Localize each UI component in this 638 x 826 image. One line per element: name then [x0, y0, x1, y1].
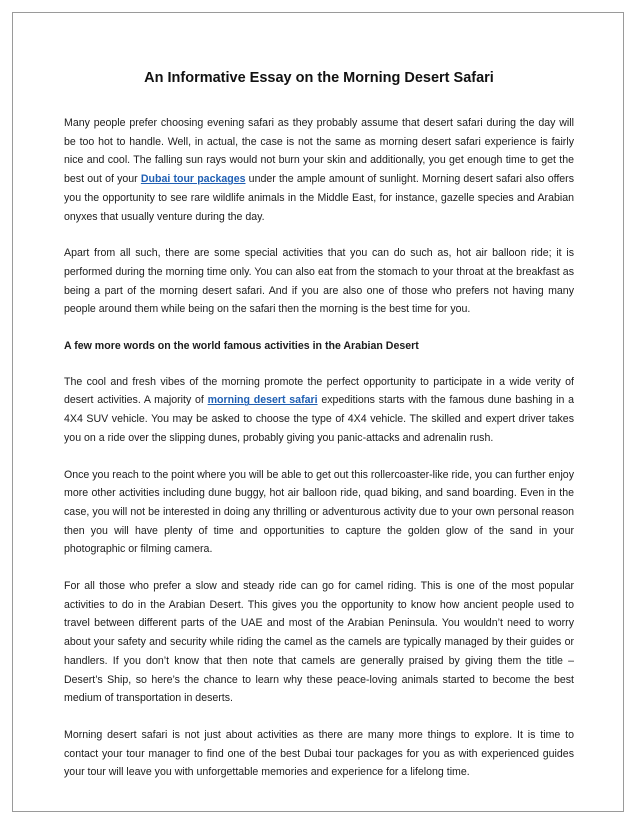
- morning-desert-safari-link[interactable]: morning desert safari: [207, 394, 318, 407]
- paragraph-1-text-start: Many people prefer choosing evening safari as they probably assume that desert safari during the day will be too hot to handle. Well, in actual, the case is not the same as morning desert safari experience is fairly nice and cool. The falling sun rays would not burn your skin and additionally, you get enough time to get the best out of your: [64, 117, 574, 186]
- dubai-tour-packages-link[interactable]: Dubai tour packages: [140, 173, 246, 186]
- paragraph-3-text-start: The cool and fresh vibes of the morning promote the perfect opportunity to participate in a wide verity of desert activities. A majority of: [64, 375, 574, 407]
- paragraph-2: Apart from all such, there are some special activities that you can do such as, hot air balloon ride; it is performed during the morning time only. You can also eat from the stomach to your throat at the breakfast as being a part of the morning desert safari. And if you are also one of those who prefers not having many people around them while being on the safari then the morning is the best time for you.: [64, 247, 574, 316]
- document-body: [64, 70, 574, 800]
- paragraph-1: [64, 114, 574, 226]
- document-title: An Informative Essay on the Morning Desert Safari: [144, 70, 494, 86]
- paragraph-5: For all those who prefer a slow and steady ride can go for camel riding. This is one of the most popular activities to do in the Arabian Desert. This gives you the opportunity to know how ancient people used to travel between different parts of the UAE and most of the Arabian Peninsula. You wouldn’t need to worry about your safety and security while riding the camel as the camels are typically managed by their guides or handlers. If you don’t know that then note that camels are generally praised by giving them the title – Desert’s Ship, so here’s the chance to learn why these peace-loving animals started to become the best medium of transportation in deserts.: [64, 580, 574, 705]
- section-subheading: A few more words on the world famous activities in the Arabian Desert: [64, 340, 419, 353]
- paragraph-4: Once you reach to the point where you will be able to get out this rollercoaster-like ride, you can further enjoy more other activities including dune buggy, hot air balloon ride, quad biking, and sand boarding. Even in the case, you will not be interested in doing any thrilling or adventurous activity due to your own personal reason then you will have plenty of time and opportunities to capture the golden glow of the sand in your photographic or filming camera.: [64, 468, 574, 556]
- paragraph-6: Morning desert safari is not just about activities as there are many more things to explore. It is time to contact your tour manager to find one of the best Dubai tour packages for you as with experienced guides your tour will leave you with unforgettable memories and experience for a lifelong time.: [64, 728, 574, 779]
- paragraph-3-text-end: expeditions starts with the famous dune bashing in a 4X4 SUV vehicle. You may be asked to choose the type of 4X4 vehicle. The skilled and expert driver takes you on a ride over the slipping dunes, probably giving you panic-attacks and adrenalin rush.: [64, 394, 574, 444]
- paragraph-3: [64, 373, 574, 448]
- paragraph-1-text-end: under the ample amount of sunlight. Morning desert safari also offers you the opportunity to see rare wildlife animals in the Middle East, for instance, gazelle species and Arabian onyxes that usually venture during the day.: [64, 173, 574, 223]
